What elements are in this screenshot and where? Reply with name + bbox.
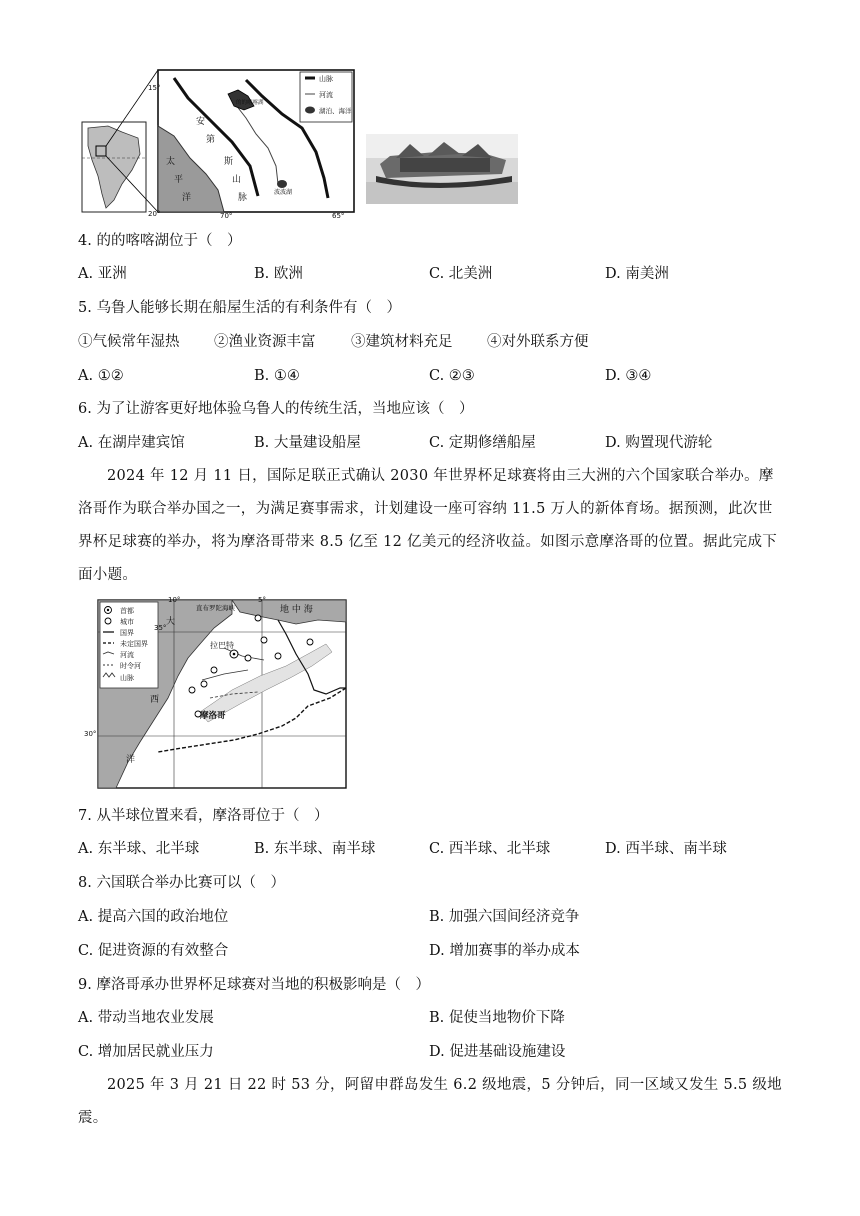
andes-label-2: 第: [206, 135, 216, 145]
lake-titicaca-map: [78, 66, 364, 218]
question-4-stem: 4. 的的喀喀湖位于（ ）: [78, 233, 242, 249]
question-5-stem: 5. 乌鲁人能够长期在船屋生活的有利条件有（ ）: [78, 300, 401, 316]
q5-item-4: ④对外联系方便: [487, 334, 589, 350]
pacific-label-2: 平: [174, 175, 184, 185]
q4-option-b[interactable]: B. 欧洲: [254, 266, 303, 282]
q5-option-b[interactable]: B. ①④: [254, 368, 300, 384]
legend-river: 河流: [120, 651, 134, 659]
question-8-stem: 8. 六国联合举办比赛可以（ ）: [78, 875, 285, 891]
q5-option-a[interactable]: A. ①②: [78, 368, 124, 384]
q8-option-d[interactable]: D. 增加赛事的举办成本: [429, 943, 580, 959]
q4-option-c[interactable]: C. 北美洲: [429, 266, 493, 282]
legend-mountain: 山脉: [319, 75, 333, 83]
q5-item-3: ③建筑材料充足: [351, 334, 453, 350]
q7-option-d[interactable]: D. 西半球、南半球: [605, 841, 727, 857]
lon-5-label: 5°: [258, 596, 266, 604]
lat-20-label: 20°: [148, 210, 161, 218]
legend-seasonal-river: 时令河: [120, 662, 141, 670]
legend-lake: 湖泊、海洋: [319, 107, 352, 115]
q7-option-c[interactable]: C. 西半球、北半球: [429, 841, 551, 857]
q5-item-2: ②渔业资源丰富: [214, 334, 316, 350]
q8-option-b[interactable]: B. 加强六国间经济竞争: [429, 909, 580, 925]
legend-mountain: 山脉: [120, 674, 134, 682]
legend-river: 河流: [319, 91, 333, 99]
lat-30-label: 30°: [84, 730, 97, 738]
q4-option-d[interactable]: D. 南美洲: [605, 266, 669, 282]
pacific-label-1: 太: [166, 157, 176, 167]
legend-capital: 首都: [120, 607, 134, 615]
legend-border: 国界: [120, 629, 134, 637]
lat-15-label: 15°: [148, 84, 161, 92]
morocco-label: 摩洛哥: [200, 711, 226, 721]
poopo-label: 波波湖: [274, 189, 293, 196]
atlantic-label-1: 大: [166, 617, 176, 627]
pacific-label-3: 洋: [182, 193, 192, 203]
q6-option-a[interactable]: A. 在湖岸建宾馆: [78, 435, 185, 451]
rabat-label: 拉巴特: [210, 641, 234, 650]
andes-label-3: 斯: [224, 157, 234, 167]
q7-option-b[interactable]: B. 东半球、南半球: [254, 841, 376, 857]
titicaca-label: 的的喀喀湖: [236, 100, 264, 106]
morocco-map: [82, 594, 350, 792]
andes-label-5: 脉: [238, 193, 248, 203]
passage-earthquake: 2025 年 3 月 21 日 22 时 53 分，阿留申群岛发生 6.2 级地震，5 分钟后，同一区域又发生 5.5 级地震。: [78, 1077, 782, 1126]
andes-label-1: 安: [196, 117, 206, 127]
q5-item-1: ①气候常年湿热: [78, 334, 180, 350]
q8-option-a[interactable]: A. 提高六国的政治地位: [78, 909, 229, 925]
lon-70-label: 70°: [220, 212, 233, 218]
atlantic-label-2: 西: [150, 695, 160, 705]
reed-boat-photo: [366, 134, 518, 204]
q9-option-d[interactable]: D. 促进基础设施建设: [429, 1044, 566, 1060]
q7-option-a[interactable]: A. 东半球、北半球: [78, 841, 200, 857]
lon-10-label: 10°: [168, 596, 181, 604]
legend-undetermined-border: 未定国界: [120, 640, 148, 648]
q4-option-a[interactable]: A. 亚洲: [78, 266, 127, 282]
q9-option-b[interactable]: B. 促使当地物价下降: [429, 1010, 565, 1026]
q9-option-a[interactable]: A. 带动当地农业发展: [78, 1010, 214, 1026]
q8-option-c[interactable]: C. 促进资源的有效整合: [78, 943, 229, 959]
q6-option-b[interactable]: B. 大量建设船屋: [254, 435, 361, 451]
passage-world-cup: 2024 年 12 月 11 日，国际足联正式确认 2030 年世界杯足球赛将由三大洲的六个国家联合举办。摩洛哥作为联合举办国之一，为满足赛事需求，计划建设一座可容纳 11.5 万人的新体育场。据预测，此次世界杯足球赛的举办，将为摩洛哥带来 8.5 亿至 12 亿美元的经济收益。如图示意摩洛哥的位置。据此完成下面小题。: [78, 468, 778, 583]
q6-option-c[interactable]: C. 定期修缮船屋: [429, 435, 536, 451]
question-9-stem: 9. 摩洛哥承办世界杯足球赛对当地的积极影响是（ ）: [78, 977, 430, 993]
q6-option-d[interactable]: D. 购置现代游轮: [605, 435, 713, 451]
q5-option-d[interactable]: D. ③④: [605, 368, 652, 384]
lat-35-label: 35°: [154, 624, 167, 632]
gibraltar-label: 直布罗陀海峡: [196, 604, 235, 612]
q9-option-c[interactable]: C. 增加居民就业压力: [78, 1044, 214, 1060]
mediterranean-label: 地 中 海: [280, 605, 313, 615]
lon-65-label: 65°: [332, 212, 345, 218]
atlantic-label-3: 洋: [126, 755, 136, 765]
andes-label-4: 山: [232, 175, 242, 185]
question-7-stem: 7. 从半球位置来看，摩洛哥位于（ ）: [78, 808, 329, 824]
q5-option-c[interactable]: C. ②③: [429, 368, 475, 384]
question-6-stem: 6. 为了让游客更好地体验乌鲁人的传统生活，当地应该（ ）: [78, 401, 474, 417]
legend-city: 城市: [120, 618, 134, 626]
